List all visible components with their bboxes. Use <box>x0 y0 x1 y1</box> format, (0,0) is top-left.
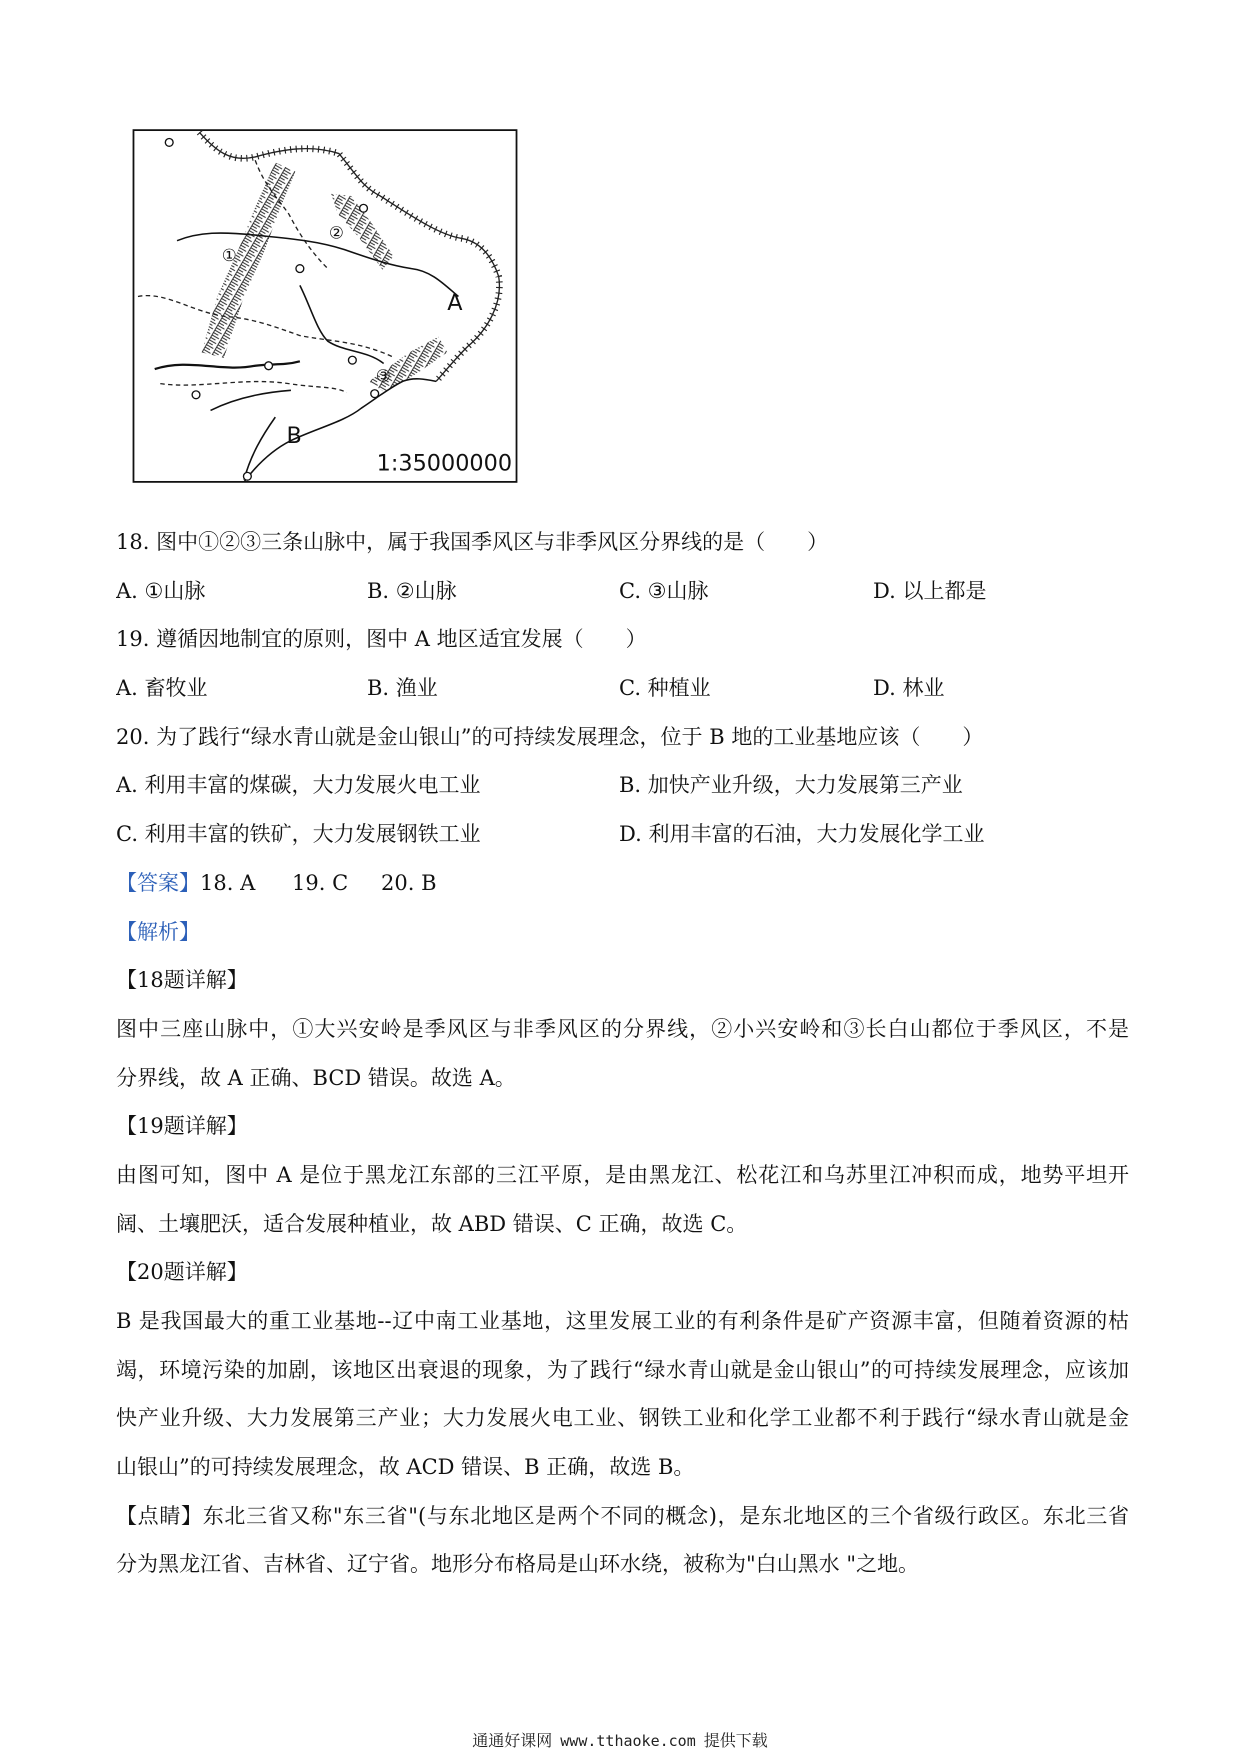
section-heading-19: 【19题详解】 <box>116 1114 248 1139</box>
range-1-label: ① <box>221 244 237 265</box>
city-marker <box>165 138 173 146</box>
question-20-stem: 20. 为了践行“绿水青山就是金山银山”的可持续发展理念，位于 B 地的工业基地应该（ ） <box>116 724 984 749</box>
question-19-options <box>116 664 1129 713</box>
option-c: C. ③山脉 <box>619 578 709 603</box>
answer-18: 18. A <box>200 870 256 895</box>
analysis-20-line-3: 快产业升级、大力发展第三产业；大力发展火电工业、钢铁工业和化学工业都不利于践行“绿水青山就是金 <box>116 1406 1129 1431</box>
option-a: A. ①山脉 <box>116 578 206 603</box>
analysis-19-line-1: 由图可知，图中 A 是位于黑龙江东部的三江平原，是由黑龙江、松花江和乌苏里江冲积而成，地势平坦开 <box>116 1162 1129 1187</box>
city-marker <box>371 390 379 398</box>
answer-20: 20. B <box>381 870 437 895</box>
region-a-label: A <box>447 289 463 316</box>
section-heading-18: 【18题详解】 <box>116 968 248 993</box>
map-svg <box>132 129 518 483</box>
range-3-label: ③ <box>375 365 391 386</box>
dianjing-text-1: 东北三省又称"东三省"(与东北地区是两个不同的概念)，是东北地区的三个省级行政区。东北三省 <box>202 1503 1129 1528</box>
option-c: C. 利用丰富的铁矿，大力发展钢铁工业 <box>116 822 481 847</box>
answer-19: 19. C <box>292 870 349 895</box>
analysis-18-line-2: 分界线，故 A 正确、BCD 错误。故选 A。 <box>116 1065 516 1090</box>
question-18-options <box>116 567 1129 616</box>
answer-row <box>116 859 1129 908</box>
city-marker <box>243 472 251 480</box>
footer-site: 通通好课网 <box>472 1731 553 1750</box>
northeast-china-map <box>132 129 518 483</box>
option-d: D. 利用丰富的石油，大力发展化学工业 <box>619 822 985 847</box>
analysis-label: 【解析】 <box>116 919 200 944</box>
dianjing-line-1 <box>116 1492 1129 1541</box>
analysis-20-line-2: 竭，环境污染的加剧，该地区出衰退的现象，为了践行“绿水青山就是金山银山”的可持续发展理念，应该加 <box>116 1357 1129 1382</box>
option-b: B. ②山脉 <box>367 578 457 603</box>
option-b: B. 渔业 <box>367 676 438 701</box>
option-d: D. 以上都是 <box>873 578 987 603</box>
question-18-stem: 18. 图中①②③三条山脉中，属于我国季风区与非季风区分界线的是（ ） <box>116 530 829 554</box>
analysis-18-line-1: 图中三座山脉中，①大兴安岭是季风区与非季风区的分界线，②小兴安岭和③长白山都位于季风区，不是 <box>116 1016 1129 1041</box>
answer-label: 【答案】 <box>116 870 200 895</box>
document-body <box>116 518 1129 1589</box>
question-20-options-cd <box>116 810 1129 859</box>
analysis-20-line-1: B 是我国最大的重工业基地--辽中南工业基地，这里发展工业的有利条件是矿产资源丰富，但随着资源的枯 <box>116 1309 1129 1333</box>
city-marker <box>265 362 273 370</box>
dianjing-line-2: 分为黑龙江省、吉林省、辽宁省。地形分布格局是山环水绕，被称为"白山黑水 "之地。 <box>116 1552 919 1577</box>
range-2-label: ② <box>328 222 344 243</box>
section-heading-20: 【20题详解】 <box>116 1260 248 1285</box>
dianjing-label: 【点睛】 <box>116 1503 203 1528</box>
footer-suffix: 提供下载 <box>703 1731 768 1750</box>
option-a: A. 利用丰富的煤碳，大力发展火电工业 <box>116 773 481 798</box>
answer-block <box>116 859 255 908</box>
footer-url: www.tthaoke.com <box>560 1732 696 1750</box>
city-marker <box>348 356 356 364</box>
option-d: D. 林业 <box>873 676 945 701</box>
city-marker <box>192 391 200 399</box>
city-marker <box>296 265 304 273</box>
option-c: C. 种植业 <box>619 676 711 701</box>
analysis-20-line-4: 山银山”的可持续发展理念，故 ACD 错误、B 正确，故选 B。 <box>116 1455 695 1480</box>
question-20-options-ab <box>116 761 1129 810</box>
city-marker <box>360 204 368 212</box>
analysis-19-line-2: 阔、土壤肥沃，适合发展种植业，故 ABD 错误、C 正确，故选 C。 <box>116 1211 748 1236</box>
map-scale: 1:35000000 <box>376 450 513 477</box>
option-a: A. 畜牧业 <box>116 676 208 701</box>
option-b: B. 加快产业升级，大力发展第三产业 <box>619 773 963 798</box>
region-b-label: B <box>286 422 302 449</box>
question-19-stem: 19. 遵循因地制宜的原则，图中 A 地区适宜发展（ ） <box>116 627 647 652</box>
page-footer <box>0 1728 1240 1751</box>
